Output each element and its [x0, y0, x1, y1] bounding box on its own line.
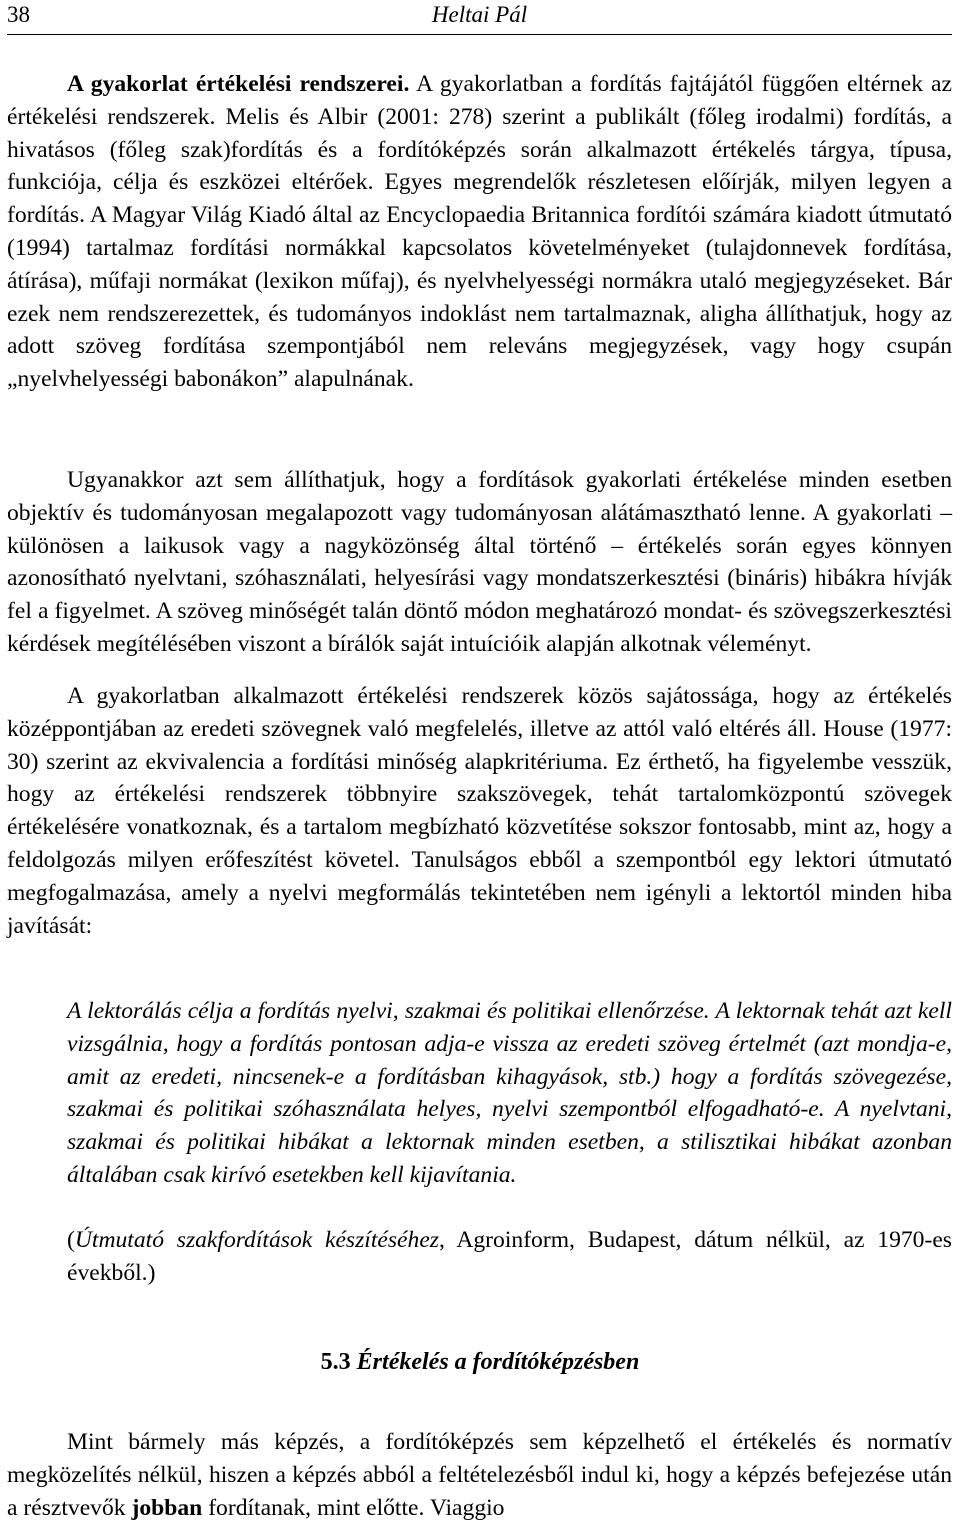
- page-number: 38: [7, 2, 30, 27]
- quote-source-title: Útmutató szakfordítások készítéséhez: [74, 1227, 439, 1253]
- paragraph-1: [7, 68, 952, 396]
- paragraph-text: A gyakorlatban a fordítás fajtájától függően eltérnek az értékelési rendszerek. Melis és Albir (2001: 278) szerint a publikált (főleg irodalmi) fordítás, a hivatásos (főleg szak)fordítás és a fordítóképzés során alkalmazott értékelés tárgya, típusa, funkciója, célja és eszközei eltérőek. Egyes megrendelők részletesen előírják, milyen legyen a fordítás. A Magyar Világ Kiadó által az Encyclopaedia Britannica fordítói számára kiadott útmutató (1994) tartalmaz fordítási normákkal kapcsolatos követelményeket (tulajdonnevek fordítása, átírása), műfaji normákat (lexikon műfaj), és nyelvhelyességi normákra utaló megjegyzéseket. Bár ezek nem rendszerezettek, és tudományos indoklást nem tartalmaznak, aligha állíthatjuk, hogy az adott szöveg fordítása szempontjából nem releváns megjegyzések, vagy hogy csupán „nyelvhelyességi babonákon” alapulnának.: [7, 71, 952, 393]
- paragraph-2: Ugyanakkor azt sem állíthatjuk, hogy a fordítások gyakorlati értékelése minden esetben objektív és tudományosan megalapozott vagy tudományosan alátámasztható lenne. A gyakorlati – különösen a laikusok vagy a nagyközönség által történő – értékelés során egyes könnyen azonosítható nyelvtani, szóhasználati, helyesírási vagy mondatszerkesztési (bináris) hibákra hívják fel a figyelmet. A szöveg minőségét talán döntő módon meghatározó mondat- és szövegszerkesztési kérdések megítélésében viszont a bírálók saját intuícióik alapján alkotnak véleményt.: [7, 467, 952, 657]
- paragraph-text-before: Mint bármely más képzés, a fordítóképzés sem képzelhető el értékelés és normatív megközelítés nélkül, hiszen a képzés abból a feltételezésből indul ki, hogy a képzés befejezése után a résztvevők: [7, 1429, 952, 1521]
- section-heading: [0, 1346, 960, 1378]
- emphasis-bold: jobban: [131, 1494, 203, 1521]
- paragraph-lead-heading: A gyakorlat értékelési rendszerei.: [67, 71, 410, 97]
- block-quote: A lektorálás célja a fordítás nyelvi, szakmai és politikai ellenőrzése. A lektornak tehát azt kell vizsgálnia, hogy a fordítás pontosan adja-e vissza az eredeti szöveg értelmét (azt mondja-e, amit az eredeti, nincsenek-e a fordításban kihagyások, stb.) hogy a fordítás szövegezése, szakmai és politikai szóhasználata helyes, nyelvi szempontból elfogadható-e. A nyelvtani, szakmai és politikai hibákat a lektornak minden esetben, a stilisztikai hibákat azonban általában csak kirívó esetekben kell kijavítania.: [67, 998, 952, 1188]
- paragraph-4: [7, 1426, 952, 1524]
- quote-source: [67, 1224, 952, 1290]
- quote-source-paren: (: [67, 1227, 75, 1253]
- quote-source-rest: , Agroinform, Budapest, dátum nélkül, az 1970-es évekből.): [67, 1227, 952, 1286]
- paragraph-text-after: fordítanak, mint előtte. Viaggio: [202, 1494, 505, 1521]
- paragraph-3: A gyakorlatban alkalmazott értékelési rendszerek közös sajátossága, hogy az értékelés középpontjában az eredeti szövegnek való megfelelés, illetve az attól való eltérés áll. House (1977: 30) szerint az ekvivalencia a fordítási minőség alapkritériuma. Ez érthető, ha figyelembe vesszük, hogy az értékelési rendszerek többnyire szakszövegek, tehát tartalomközpontú szövegek értékelésére vonatkoznak, és a tartalom megbízható közvetítése sokszor fontosabb, mint az, hogy a feldolgozás milyen erőfeszítést követel. Tanulságos ebből a szempontból egy lektori útmutató megfogalmazása, amely a nyelvi megformálás tekintetében nem igényli a lektortól minden hiba javítását:: [7, 683, 952, 939]
- running-title: Heltai Pál: [431, 2, 528, 27]
- section-number: 5.3: [320, 1349, 351, 1375]
- page-header: [7, 0, 952, 35]
- section-title: Értékelés a fordítóképzésben: [356, 1349, 640, 1375]
